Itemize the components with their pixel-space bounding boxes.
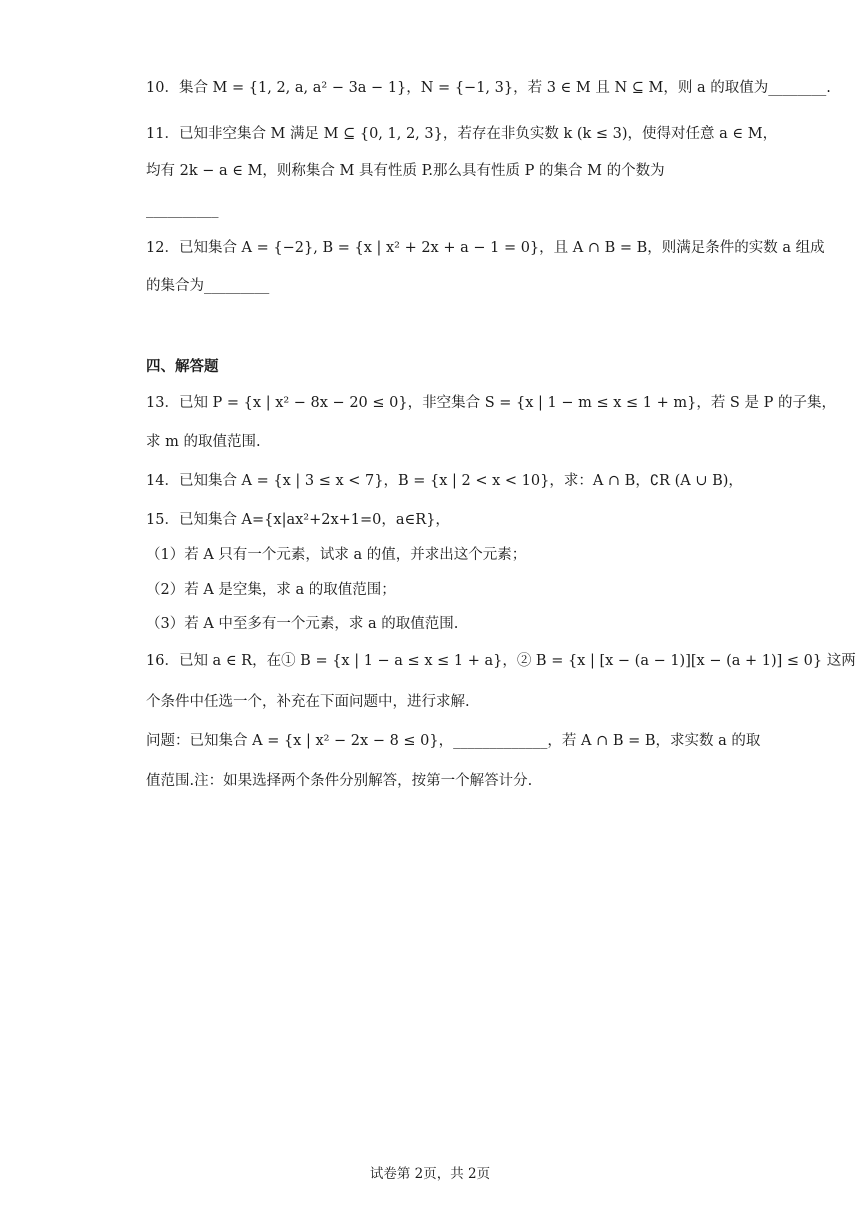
question-16-line-1: 16．已知 a ∈ R，在① B = {x | 1 − a ≤ x ≤ 1 + a}，② B = {x | [x − (a − 1)][x − (a + 1)] ≤ 0} 这两: [146, 653, 856, 669]
question-15-part-2: （2）若 A 是空集，求 a 的取值范围；: [146, 582, 396, 598]
question-11-answer-blank: __________: [146, 202, 219, 218]
section-title: 四、解答题: [146, 359, 219, 375]
question-16-line-3: 问题：已知集合 A = {x | x² − 2x − 8 ≤ 0}，_____________，若 A ∩ B = B，求实数 a 的取: [146, 733, 761, 749]
question-12-line-2: 的集合为_________: [146, 278, 270, 294]
question-13-line-1: 13．已知 P = {x | x² − 8x − 20 ≤ 0}，非空集合 S = {x | 1 − m ≤ x ≤ 1 + m}，若 S 是 P 的子集，: [146, 395, 836, 411]
question-10: 10．集合 M = {1, 2, a, a² − 3a − 1}，N = {−1, 3}，若 3 ∈ M 且 N ⊆ M，则 a 的取值为________.: [146, 80, 831, 96]
question-14: 14．已知集合 A = {x | 3 ≤ x < 7}，B = {x | 2 < x < 10}，求：A ∩ B，∁R (A ∪ B)，: [146, 473, 743, 489]
question-15-part-1: （1）若 A 只有一个元素，试求 a 的值，并求出这个元素；: [146, 547, 527, 563]
question-15-part-3: （3）若 A 中至多有一个元素，求 a 的取值范围.: [146, 616, 459, 632]
question-16-line-4: 值范围.注：如果选择两个条件分别解答，按第一个解答计分.: [146, 773, 533, 789]
question-12-line-1: 12．已知集合 A = {−2}, B = {x | x² + 2x + a − 1 = 0}，且 A ∩ B = B，则满足条件的实数 a 组成: [146, 240, 825, 256]
question-16-line-2: 个条件中任选一个，补充在下面问题中，进行求解.: [146, 694, 470, 710]
question-11-line-1: 11．已知非空集合 M 满足 M ⊆ {0, 1, 2, 3}，若存在非负实数 k (k ≤ 3)，使得对任意 a ∈ M，: [146, 126, 778, 142]
question-13-line-2: 求 m 的取值范围.: [146, 434, 261, 450]
page-footer: 试卷第 2页，共 2页: [369, 1166, 491, 1182]
question-15-stem: 15．已知集合 A={x|ax²+2x+1=0，a∈R}，: [146, 512, 450, 528]
question-11-line-2: 均有 2k − a ∈ M，则称集合 M 具有性质 P.那么具有性质 P 的集合 M 的个数为: [146, 163, 665, 179]
